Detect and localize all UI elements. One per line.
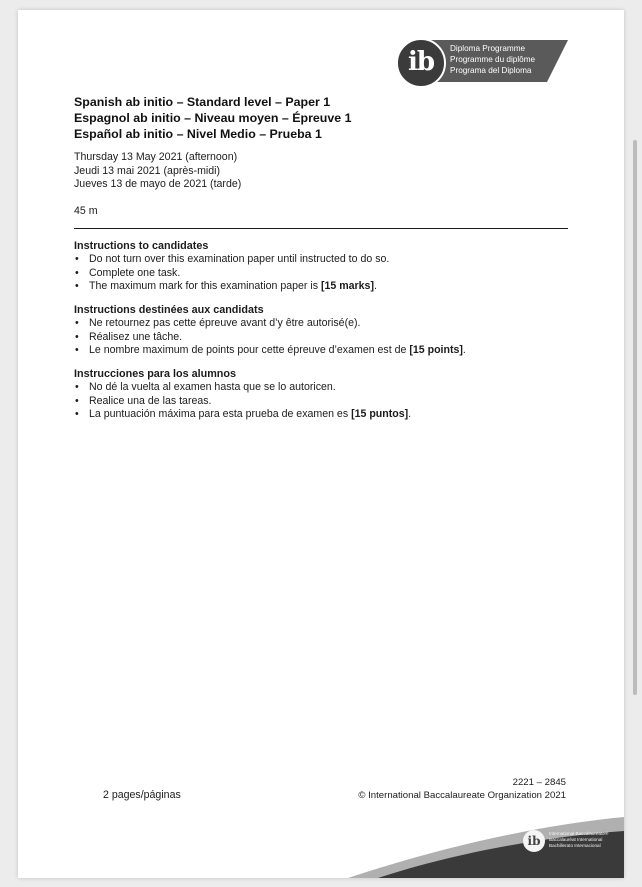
- date-spanish: Jueves 13 de mayo de 2021 (tarde): [74, 178, 242, 190]
- title-french: Espagnol ab initio – Niveau moyen – Épreuve 1: [74, 111, 352, 125]
- exam-duration: 45 m: [74, 205, 98, 217]
- section-heading: Instructions to candidates: [74, 240, 209, 252]
- section-heading: Instructions destinées aux candidats: [74, 304, 264, 316]
- bullet-icon: •: [75, 394, 79, 407]
- bullet-icon: •: [75, 280, 79, 293]
- footer-logo-text: International Baccalaureate® Baccalauréat International Bachillerato Internacional: [549, 831, 609, 848]
- paper-code: 2221 – 2845: [512, 777, 566, 788]
- bullet-icon: •: [75, 330, 79, 343]
- bullet-icon: •: [75, 344, 79, 357]
- date-french: Jeudi 13 mai 2021 (après-midi): [74, 164, 221, 177]
- instruction-item: • Do not turn over this examination paper until instructed to do so.: [75, 253, 390, 265]
- date-english: Thursday 13 May 2021 (afternoon): [74, 151, 238, 163]
- footer-reference: [358, 776, 566, 802]
- ib-mark-small-icon: ib: [523, 830, 545, 852]
- title-spanish: Español ab initio – Nivel Medio – Prueba 1: [74, 127, 322, 141]
- copyright: © International Baccalaureate Organization 2021: [358, 790, 566, 801]
- logo-line: Diploma Programme: [450, 44, 526, 53]
- bullet-icon: •: [75, 317, 79, 329]
- exam-title: [74, 94, 352, 142]
- ib-footer-logo: [523, 828, 613, 858]
- exam-dates: [74, 151, 241, 192]
- exam-page: [18, 10, 624, 878]
- instructions-spanish: [74, 367, 411, 422]
- instruction-item: • Le nombre maximum de points pour cette épreuve d’examen est de [15 points].: [75, 344, 466, 357]
- logo-line: Programa del Diploma: [450, 66, 532, 75]
- page-count: 2 pages/páginas: [103, 789, 181, 801]
- section-heading: Instrucciones para los alumnos: [74, 368, 237, 380]
- bullet-icon: •: [75, 266, 79, 279]
- instruction-item: • No dé la vuelta al examen hasta que se lo autoricen.: [75, 381, 336, 393]
- bullet-icon: •: [75, 408, 79, 421]
- logo-text: [450, 43, 535, 76]
- instruction-item: • The maximum mark for this examination paper is [15 marks].: [75, 280, 377, 293]
- max-puntos: [15 puntos]: [351, 408, 409, 421]
- instruction-item: • Réalisez une tâche.: [75, 330, 183, 343]
- max-marks: [15 marks]: [320, 280, 374, 293]
- bullet-icon: •: [75, 381, 79, 393]
- instructions-english: [74, 239, 389, 294]
- logo-line: Programme du diplôme: [450, 55, 536, 64]
- instruction-item: • Ne retournez pas cette épreuve avant d’y être autorisé(e).: [75, 317, 361, 329]
- divider: [74, 228, 568, 229]
- title-english: Spanish ab initio – Standard level – Paper 1: [74, 95, 331, 109]
- instruction-item: • Complete one task.: [75, 266, 181, 279]
- instruction-item: • Realice una de las tareas.: [75, 394, 212, 407]
- bullet-icon: •: [75, 253, 79, 265]
- ib-mark-icon: ib: [396, 38, 446, 88]
- instructions-french: [74, 303, 466, 358]
- vertical-scrollbar[interactable]: [633, 140, 637, 695]
- ib-logo: [396, 38, 568, 88]
- max-points: [15 points]: [409, 344, 463, 357]
- instruction-item: • La puntuación máxima para esta prueba de examen es [15 puntos].: [75, 408, 412, 421]
